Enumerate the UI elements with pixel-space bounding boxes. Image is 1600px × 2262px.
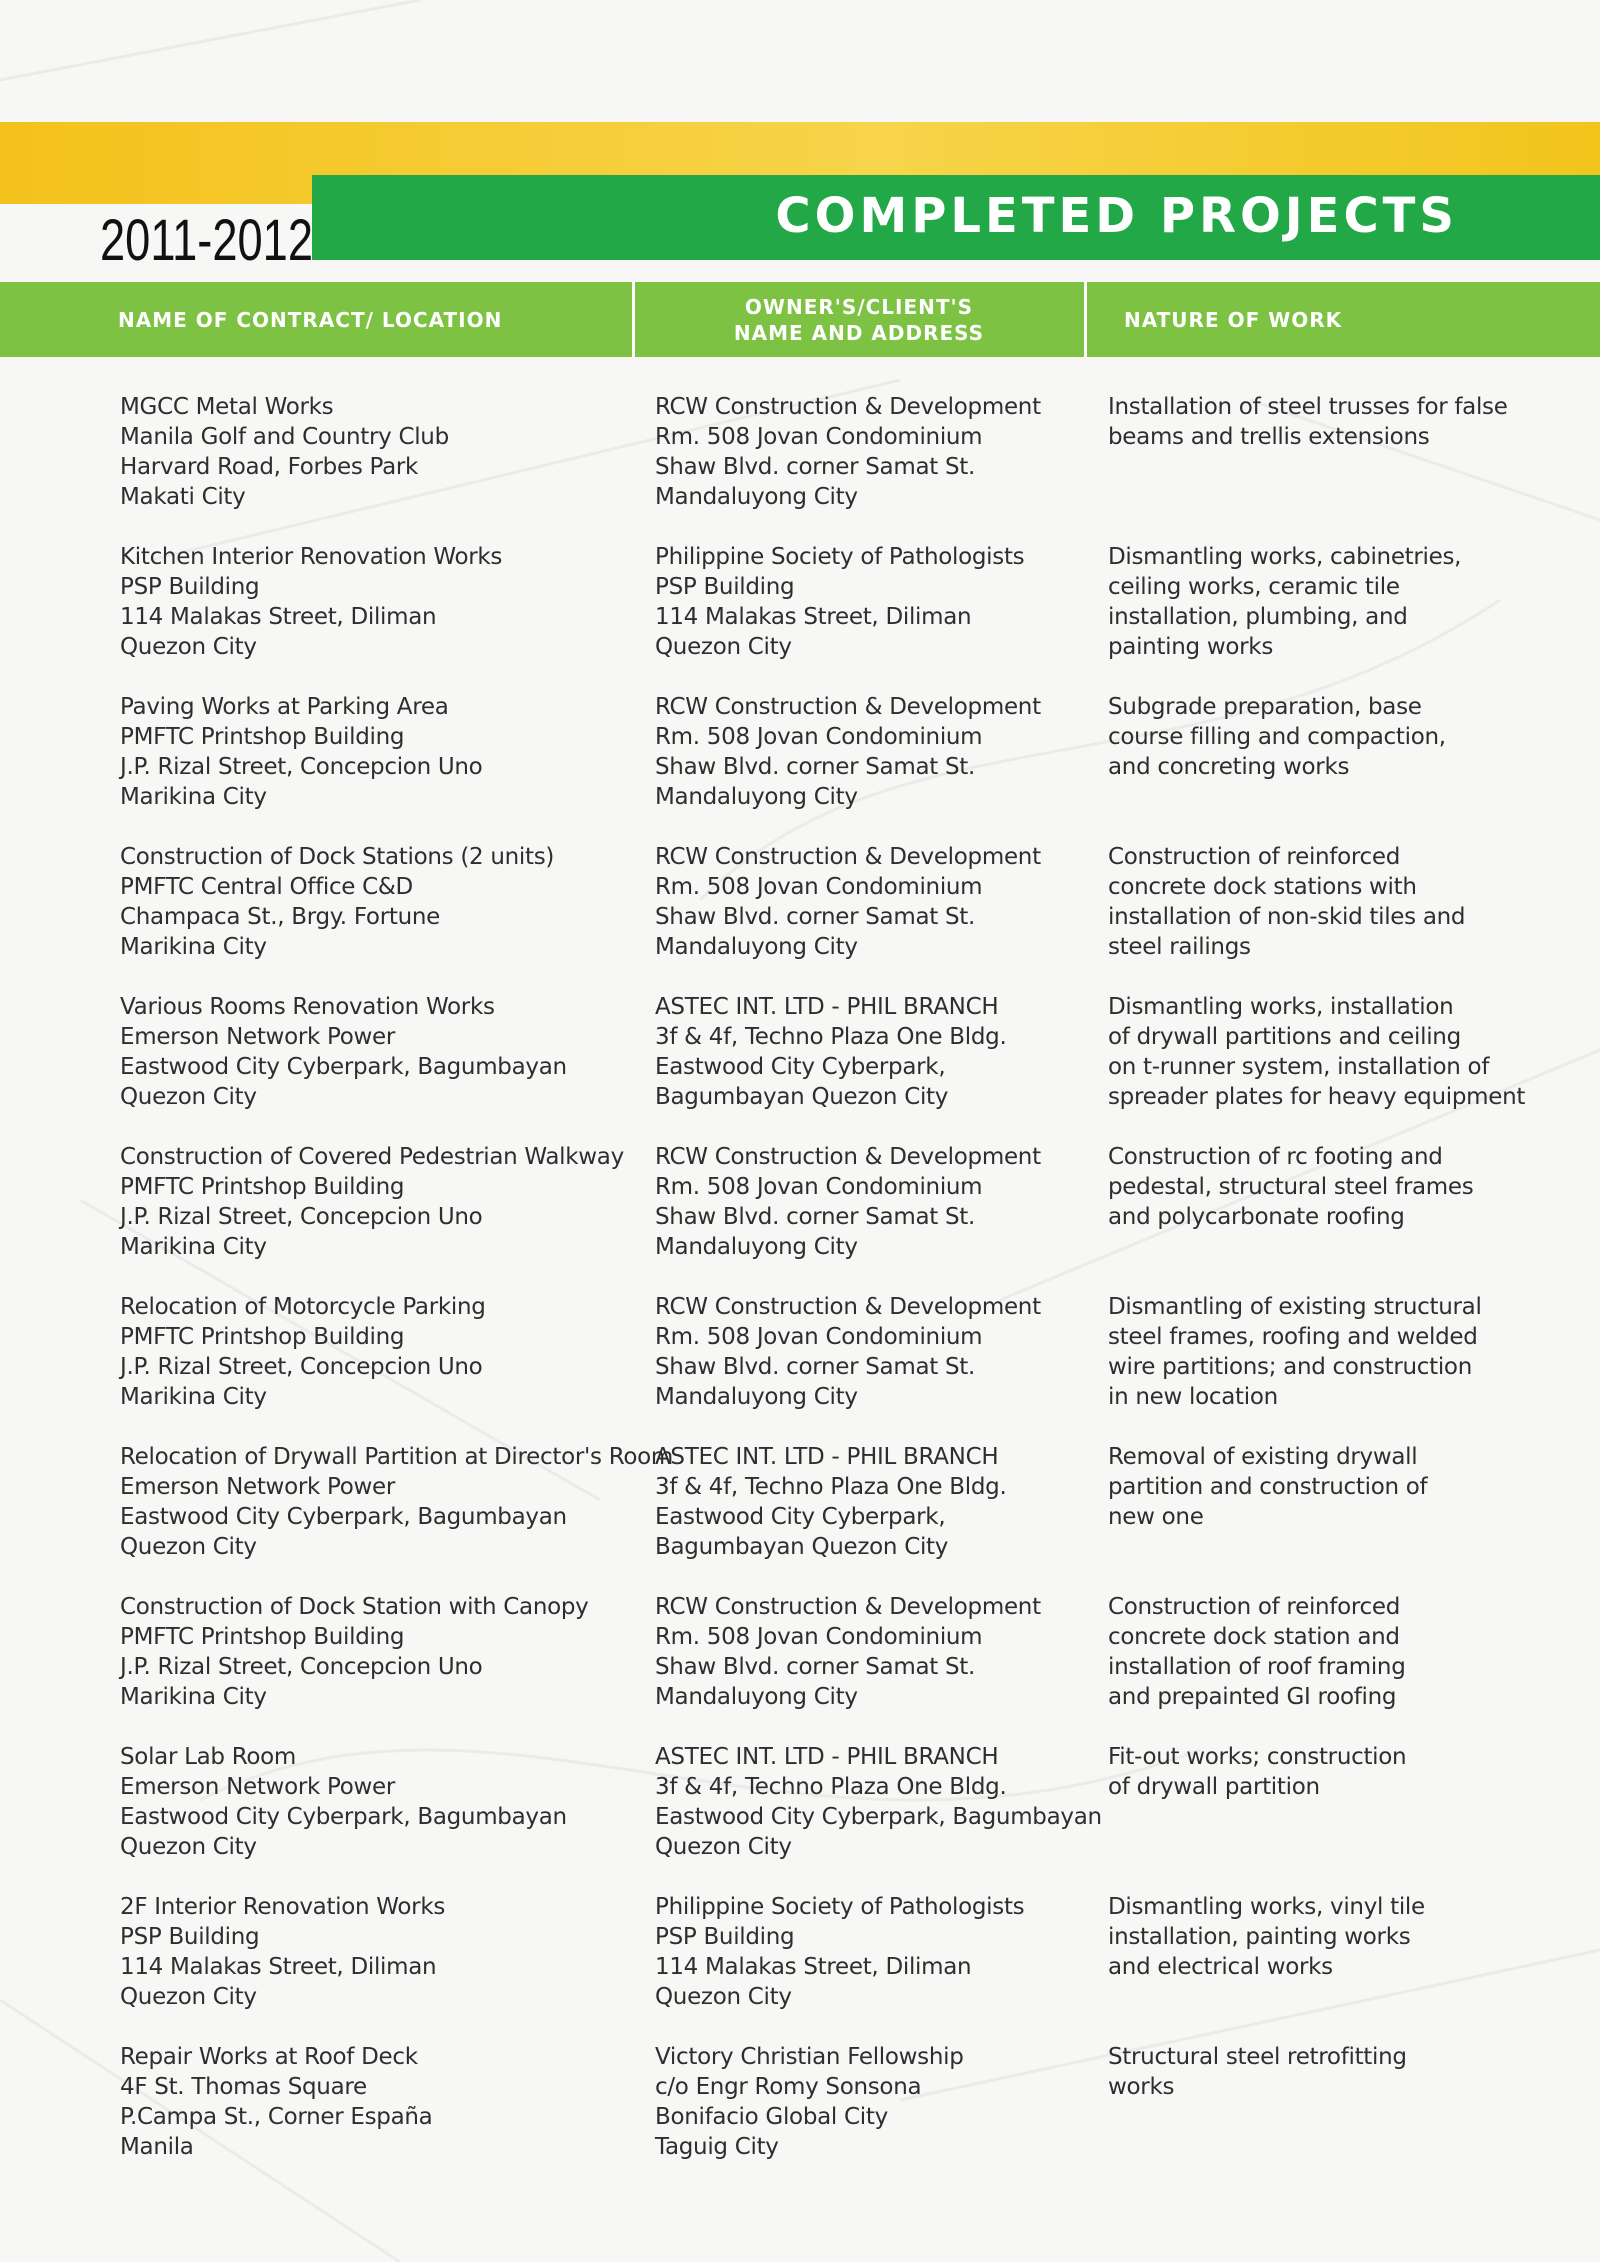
owner-cell	[655, 1892, 1024, 2012]
cell-line: concrete dock stations with	[1108, 874, 1417, 900]
cell-line: Emerson Network Power	[120, 1774, 396, 1800]
cell-line: Structural steel retrofitting	[1108, 2044, 1407, 2070]
cell-line: PMFTC Printshop Building	[120, 1174, 405, 1200]
cell-line: painting works	[1108, 634, 1273, 660]
cell-line: Construction of reinforced	[1108, 844, 1401, 870]
cell-line: Taguig City	[655, 2134, 779, 2160]
cell-line: Installation of steel trusses for false	[1108, 394, 1508, 420]
owner-cell	[655, 842, 1041, 962]
owner-cell	[655, 1742, 1102, 1862]
cell-line: 3f & 4f, Techno Plaza One Bldg.	[655, 1024, 1007, 1050]
cell-line: PSP Building	[120, 1924, 260, 1950]
cell-line: in new location	[1108, 1384, 1278, 1410]
cell-line: RCW Construction & Development	[655, 694, 1041, 720]
owner-cell	[655, 2042, 964, 2162]
cell-line: Dismantling works, installation	[1108, 994, 1454, 1020]
contract-cell	[120, 1742, 567, 1862]
owner-cell	[655, 1292, 1041, 1412]
owner-cell	[655, 1442, 1006, 1562]
contract-cell	[120, 692, 482, 812]
year-label: 2011-2012	[100, 208, 314, 273]
cell-line: Philippine Society of Pathologists	[655, 544, 1025, 570]
contract-cell	[120, 1142, 624, 1262]
owner-cell	[655, 1142, 1041, 1262]
cell-line: Philippine Society of Pathologists	[655, 1894, 1025, 1920]
nature-cell	[1108, 1292, 1482, 1412]
nature-cell	[1108, 1592, 1406, 1712]
cell-line: RCW Construction & Development	[655, 1294, 1041, 1320]
column-header-nature: NATURE OF WORK	[1124, 307, 1343, 332]
cell-line: Makati City	[120, 484, 246, 510]
cell-line: concrete dock station and	[1108, 1624, 1400, 1650]
cell-line: Rm. 508 Jovan Condominium	[655, 424, 983, 450]
cell-line: Kitchen Interior Renovation Works	[120, 544, 503, 570]
cell-line: Bagumbayan Quezon City	[655, 1084, 949, 1110]
cell-line: Eastwood City Cyberpark, Bagumbayan	[120, 1804, 567, 1830]
table-row	[0, 692, 1600, 842]
nature-cell	[1108, 992, 1525, 1112]
cell-line: new one	[1108, 1504, 1204, 1530]
cell-line: RCW Construction & Development	[655, 1144, 1041, 1170]
cell-line: course filling and compaction,	[1108, 724, 1446, 750]
cell-line: Paving Works at Parking Area	[120, 694, 449, 720]
cell-line: Quezon City	[120, 1984, 257, 2010]
cell-line: Marikina City	[120, 1384, 267, 1410]
cell-line: PSP Building	[120, 574, 260, 600]
cell-line: installation, painting works	[1108, 1924, 1411, 1950]
cell-line: Rm. 508 Jovan Condominium	[655, 724, 983, 750]
nature-cell	[1108, 1742, 1406, 1802]
cell-line: installation of non-skid tiles and	[1108, 904, 1466, 930]
cell-line: Quezon City	[120, 634, 257, 660]
cell-line: RCW Construction & Development	[655, 394, 1041, 420]
cell-line: Dismantling works, vinyl tile	[1108, 1894, 1425, 1920]
cell-line: Marikina City	[120, 784, 267, 810]
table-row	[0, 1892, 1600, 2042]
cell-line: RCW Construction & Development	[655, 1594, 1041, 1620]
cell-line: and prepainted GI roofing	[1108, 1684, 1397, 1710]
cell-line: Rm. 508 Jovan Condominium	[655, 874, 983, 900]
cell-line: and concreting works	[1108, 754, 1350, 780]
table-row	[0, 1592, 1600, 1742]
table-row	[0, 1442, 1600, 1592]
nature-cell	[1108, 2042, 1407, 2102]
owner-cell	[655, 692, 1041, 812]
table-row	[0, 542, 1600, 692]
cell-line: Dismantling of existing structural	[1108, 1294, 1482, 1320]
owner-cell	[655, 1592, 1041, 1712]
cell-line: Construction of rc footing and	[1108, 1144, 1443, 1170]
cell-line: ceiling works, ceramic tile	[1108, 574, 1400, 600]
column-header-contract: NAME OF CONTRACT/ LOCATION	[118, 307, 503, 332]
column-divider	[632, 282, 635, 357]
cell-line: Shaw Blvd. corner Samat St.	[655, 754, 976, 780]
cell-line: 114 Malakas Street, Diliman	[655, 1954, 972, 1980]
owner-cell	[655, 392, 1041, 512]
cell-line: J.P. Rizal Street, Concepcion Uno	[120, 1204, 483, 1230]
cell-line: PSP Building	[655, 1924, 795, 1950]
cell-line: Emerson Network Power	[120, 1024, 396, 1050]
cell-line: spreader plates for heavy equipment	[1108, 1084, 1526, 1110]
table-row	[0, 1142, 1600, 1292]
cell-line: Eastwood City Cyberpark, Bagumbayan	[655, 1804, 1102, 1830]
cell-line: and electrical works	[1108, 1954, 1333, 1980]
cell-line: Marikina City	[120, 1234, 267, 1260]
cell-line: Dismantling works, cabinetries,	[1108, 544, 1462, 570]
nature-cell	[1108, 692, 1446, 782]
contract-cell	[120, 392, 449, 512]
nature-cell	[1108, 392, 1508, 452]
table-header	[0, 282, 1600, 357]
table-row	[0, 992, 1600, 1142]
table-row	[0, 2042, 1600, 2192]
cell-line: Mandaluyong City	[655, 784, 858, 810]
column-header-owner	[632, 282, 1086, 357]
cell-line: Quezon City	[655, 634, 792, 660]
column-divider	[1084, 282, 1087, 357]
cell-line: Eastwood City Cyberpark,	[655, 1504, 946, 1530]
cell-line: Quezon City	[655, 1834, 792, 1860]
cell-line: wire partitions; and construction	[1108, 1354, 1472, 1380]
cell-line: Bonifacio Global City	[655, 2104, 888, 2130]
cell-line: Fit-out works; construction	[1108, 1744, 1407, 1770]
page-title: COMPLETED PROJECTS	[775, 188, 1458, 244]
nature-cell	[1108, 542, 1461, 662]
contract-cell	[120, 992, 567, 1112]
cell-line: Harvard Road, Forbes Park	[120, 454, 419, 480]
contract-cell	[120, 542, 502, 662]
cell-line: 114 Malakas Street, Diliman	[120, 1954, 437, 1980]
cell-line: on t-runner system, installation of	[1108, 1054, 1490, 1080]
cell-line: Eastwood City Cyberpark, Bagumbayan	[120, 1054, 567, 1080]
cell-line: c/o Engr Romy Sonsona	[655, 2074, 922, 2100]
cell-line: Bagumbayan Quezon City	[655, 1534, 949, 1560]
cell-line: Relocation of Motorcycle Parking	[120, 1294, 486, 1320]
cell-line: Shaw Blvd. corner Samat St.	[655, 904, 976, 930]
cell-line: Emerson Network Power	[120, 1474, 396, 1500]
cell-line: Various Rooms Renovation Works	[120, 994, 495, 1020]
cell-line: ASTEC INT. LTD - PHIL BRANCH	[655, 1444, 999, 1470]
owner-cell	[655, 542, 1024, 662]
cell-line: Shaw Blvd. corner Samat St.	[655, 1204, 976, 1230]
cell-line: Repair Works at Roof Deck	[120, 2044, 418, 2070]
cell-line: 114 Malakas Street, Diliman	[120, 604, 437, 630]
cell-line: Quezon City	[120, 1834, 257, 1860]
contract-cell	[120, 842, 554, 962]
cell-line: Construction of Covered Pedestrian Walkway	[120, 1144, 624, 1170]
cell-line: Rm. 508 Jovan Condominium	[655, 1324, 983, 1350]
cell-line: Shaw Blvd. corner Samat St.	[655, 454, 976, 480]
cell-line: PMFTC Printshop Building	[120, 1624, 405, 1650]
cell-line: steel railings	[1108, 934, 1251, 960]
cell-line: P.Campa St., Corner España	[120, 2104, 433, 2130]
cell-line: Mandaluyong City	[655, 1234, 858, 1260]
nature-cell	[1108, 1142, 1473, 1232]
cell-line: PMFTC Printshop Building	[120, 724, 405, 750]
cell-line: Marikina City	[120, 1684, 267, 1710]
cell-line: of drywall partitions and ceiling	[1108, 1024, 1461, 1050]
nature-cell	[1108, 1892, 1425, 1982]
cell-line: RCW Construction & Development	[655, 844, 1041, 870]
cell-line: Shaw Blvd. corner Samat St.	[655, 1354, 976, 1380]
cell-line: Shaw Blvd. corner Samat St.	[655, 1654, 976, 1680]
cell-line: Mandaluyong City	[655, 1684, 858, 1710]
cell-line: Subgrade preparation, base	[1108, 694, 1422, 720]
cell-line: Relocation of Drywall Partition at Director's Room	[120, 1444, 674, 1470]
cell-line: ASTEC INT. LTD - PHIL BRANCH	[655, 1744, 999, 1770]
cell-line: and polycarbonate roofing	[1108, 1204, 1405, 1230]
cell-line: 2F Interior Renovation Works	[120, 1894, 446, 1920]
cell-line: PSP Building	[655, 574, 795, 600]
cell-line: of drywall partition	[1108, 1774, 1320, 1800]
cell-line: ASTEC INT. LTD - PHIL BRANCH	[655, 994, 999, 1020]
cell-line: Manila	[120, 2134, 194, 2160]
cell-line: PMFTC Printshop Building	[120, 1324, 405, 1350]
cell-line: Construction of Dock Stations (2 units)	[120, 844, 555, 870]
cell-line: Victory Christian Fellowship	[655, 2044, 964, 2070]
nature-cell	[1108, 842, 1465, 962]
cell-line: pedestal, structural steel frames	[1108, 1174, 1474, 1200]
cell-line: Champaca St., Brgy. Fortune	[120, 904, 440, 930]
cell-line: Mandaluyong City	[655, 934, 858, 960]
table-row	[0, 1292, 1600, 1442]
cell-line: Solar Lab Room	[120, 1744, 297, 1770]
nature-cell	[1108, 1442, 1427, 1532]
cell-line: MGCC Metal Works	[120, 394, 334, 420]
cell-line: J.P. Rizal Street, Concepcion Uno	[120, 754, 483, 780]
cell-line: Quezon City	[120, 1534, 257, 1560]
contract-cell	[120, 1892, 445, 2012]
contract-cell	[120, 1442, 673, 1562]
cell-line: Rm. 508 Jovan Condominium	[655, 1174, 983, 1200]
cell-line: works	[1108, 2074, 1175, 2100]
cell-line: Eastwood City Cyberpark,	[655, 1054, 946, 1080]
cell-line: installation, plumbing, and	[1108, 604, 1408, 630]
contract-cell	[120, 1592, 589, 1712]
column-header-owner-label: OWNER'S/CLIENT'S NAME AND ADDRESS	[733, 294, 985, 345]
cell-line: Removal of existing drywall	[1108, 1444, 1418, 1470]
table-row	[0, 842, 1600, 992]
table-row	[0, 1742, 1600, 1892]
cell-line: 3f & 4f, Techno Plaza One Bldg.	[655, 1774, 1007, 1800]
table-row	[0, 392, 1600, 542]
cell-line: installation of roof framing	[1108, 1654, 1406, 1680]
cell-line: Eastwood City Cyberpark, Bagumbayan	[120, 1504, 567, 1530]
owner-cell	[655, 992, 1006, 1112]
projects-table-body	[0, 392, 1600, 2192]
cell-line: Rm. 508 Jovan Condominium	[655, 1624, 983, 1650]
cell-line: steel frames, roofing and welded	[1108, 1324, 1478, 1350]
cell-line: Construction of Dock Station with Canopy	[120, 1594, 589, 1620]
contract-cell	[120, 2042, 432, 2162]
cell-line: Construction of reinforced	[1108, 1594, 1401, 1620]
cell-line: Quezon City	[655, 1984, 792, 2010]
cell-line: 4F St. Thomas Square	[120, 2074, 367, 2100]
contract-cell	[120, 1292, 486, 1412]
cell-line: partition and construction of	[1108, 1474, 1428, 1500]
cell-line: Manila Golf and Country Club	[120, 424, 449, 450]
cell-line: Mandaluyong City	[655, 1384, 858, 1410]
cell-line: beams and trellis extensions	[1108, 424, 1430, 450]
cell-line: Mandaluyong City	[655, 484, 858, 510]
cell-line: PMFTC Central Office C&D	[120, 874, 413, 900]
cell-line: 3f & 4f, Techno Plaza One Bldg.	[655, 1474, 1007, 1500]
cell-line: 114 Malakas Street, Diliman	[655, 604, 972, 630]
cell-line: J.P. Rizal Street, Concepcion Uno	[120, 1354, 483, 1380]
cell-line: Marikina City	[120, 934, 267, 960]
cell-line: J.P. Rizal Street, Concepcion Uno	[120, 1654, 483, 1680]
cell-line: Quezon City	[120, 1084, 257, 1110]
